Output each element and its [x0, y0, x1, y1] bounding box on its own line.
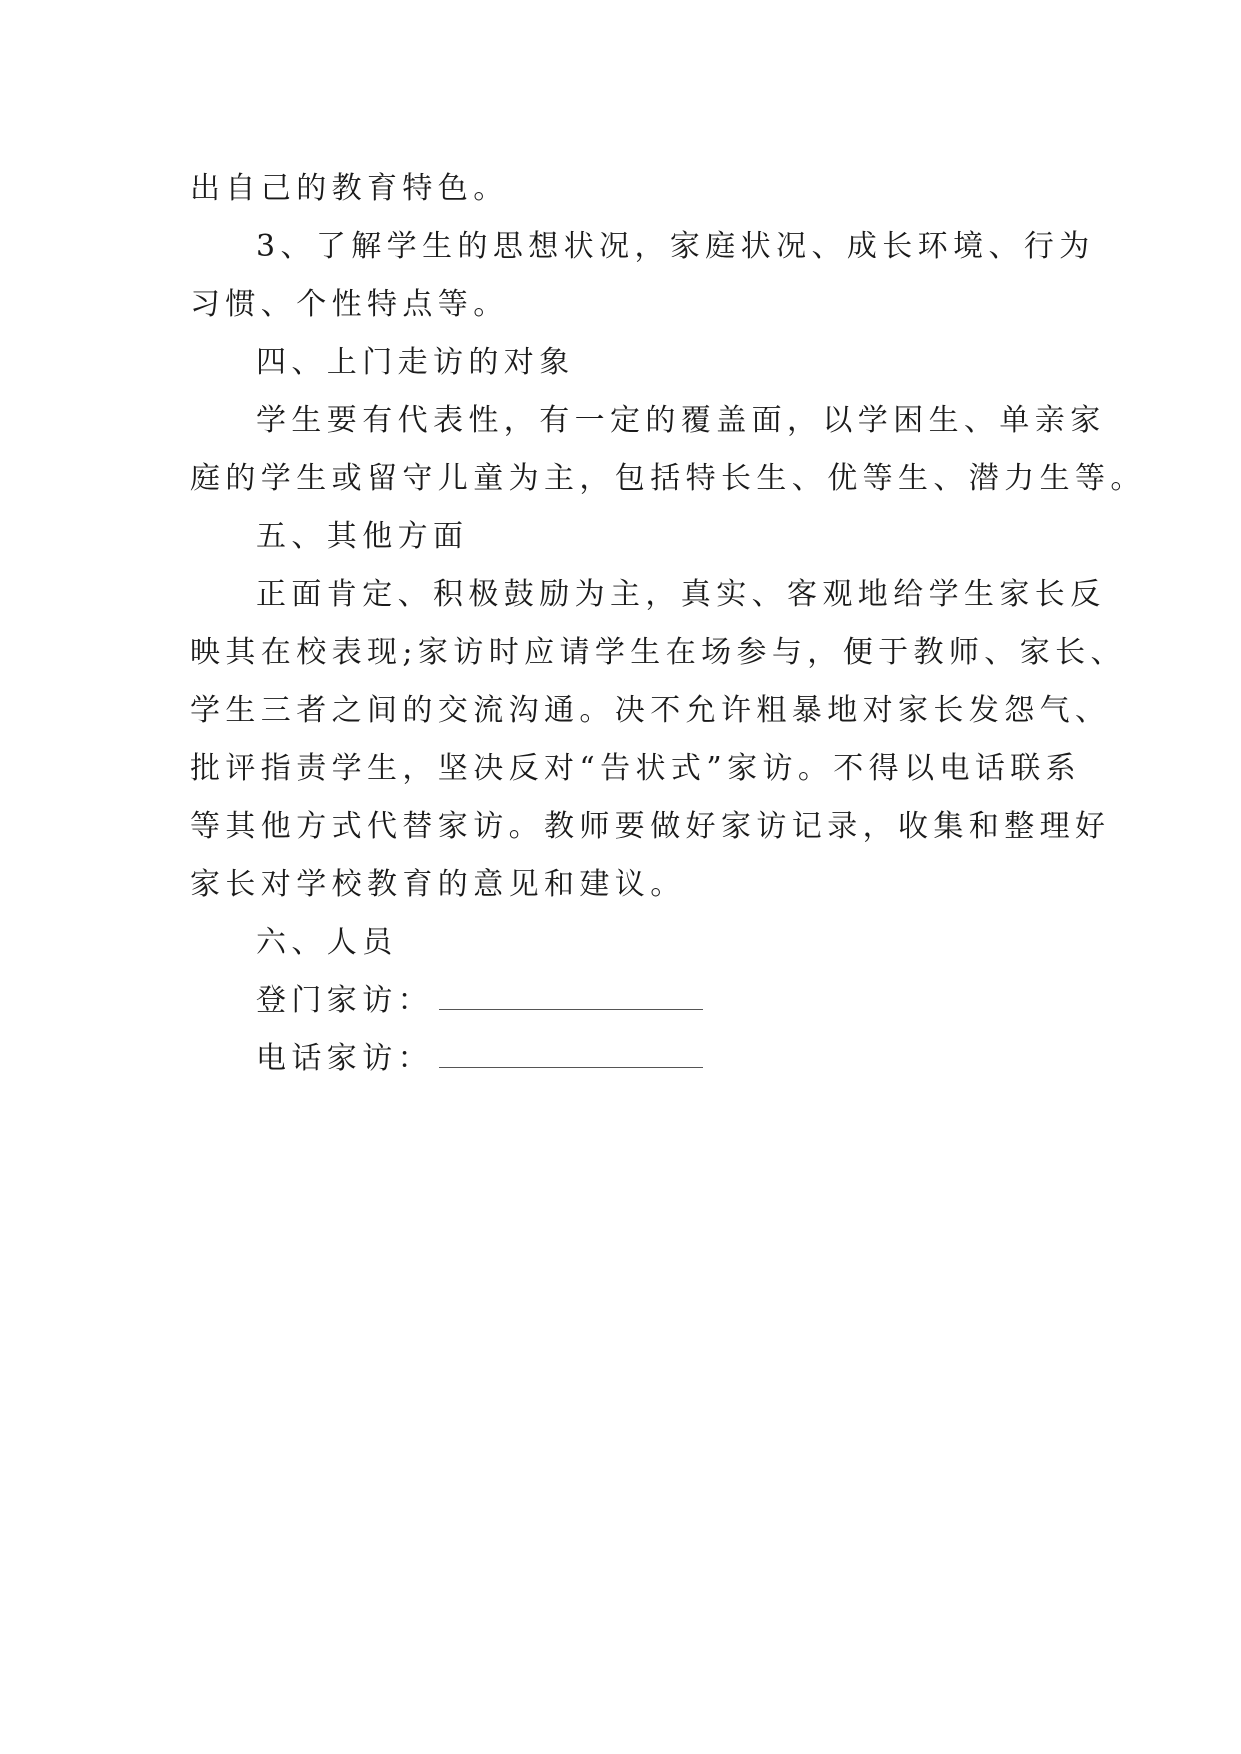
- phone-visit-blank[interactable]: [439, 1033, 703, 1068]
- home-visit-blank[interactable]: [439, 975, 703, 1010]
- section-heading-6: 六、人员: [256, 925, 398, 960]
- other-aspects-line-2: 映其在校表现;家访时应请学生在场参与，便于教师、家长、: [190, 635, 1126, 670]
- home-visit-label: 登门家访：: [256, 983, 433, 1018]
- other-aspects-line-6: 家长对学校教育的意见和建议。: [190, 867, 686, 902]
- item-3-line-2: 习惯、个性特点等。: [190, 287, 509, 322]
- paragraph-continuation: 出自己的教育特色。: [190, 171, 509, 206]
- visit-target-line-2: 庭的学生或留守儿童为主，包括特长生、优等生、潜力生等。: [190, 461, 1146, 496]
- home-visit-field: [190, 972, 1070, 1030]
- other-aspects-line-5: 等其他方式代替家访。教师要做好家访记录，收集和整理好: [190, 809, 1111, 844]
- other-aspects-line-3: 学生三者之间的交流沟通。决不允许粗暴地对家长发怨气、: [190, 693, 1111, 728]
- phone-visit-field: [190, 1030, 1070, 1088]
- section-heading-4: 四、上门走访的对象: [256, 345, 575, 380]
- other-aspects-line-4: 批评指责学生，坚决反对“告状式”家访。不得以电话联系: [190, 751, 1082, 786]
- phone-visit-label: 电话家访：: [256, 1041, 433, 1076]
- visit-target-line-1: 学生要有代表性，有一定的覆盖面，以学困生、单亲家: [256, 403, 1106, 438]
- document-body: [190, 160, 1146, 1088]
- section-heading-5: 五、其他方面: [256, 519, 469, 554]
- item-3-line-1: 3、了解学生的思想状况，家庭状况、成长环境、行为: [256, 229, 1095, 264]
- other-aspects-line-1: 正面肯定、积极鼓励为主，真实、客观地给学生家长反: [256, 577, 1106, 612]
